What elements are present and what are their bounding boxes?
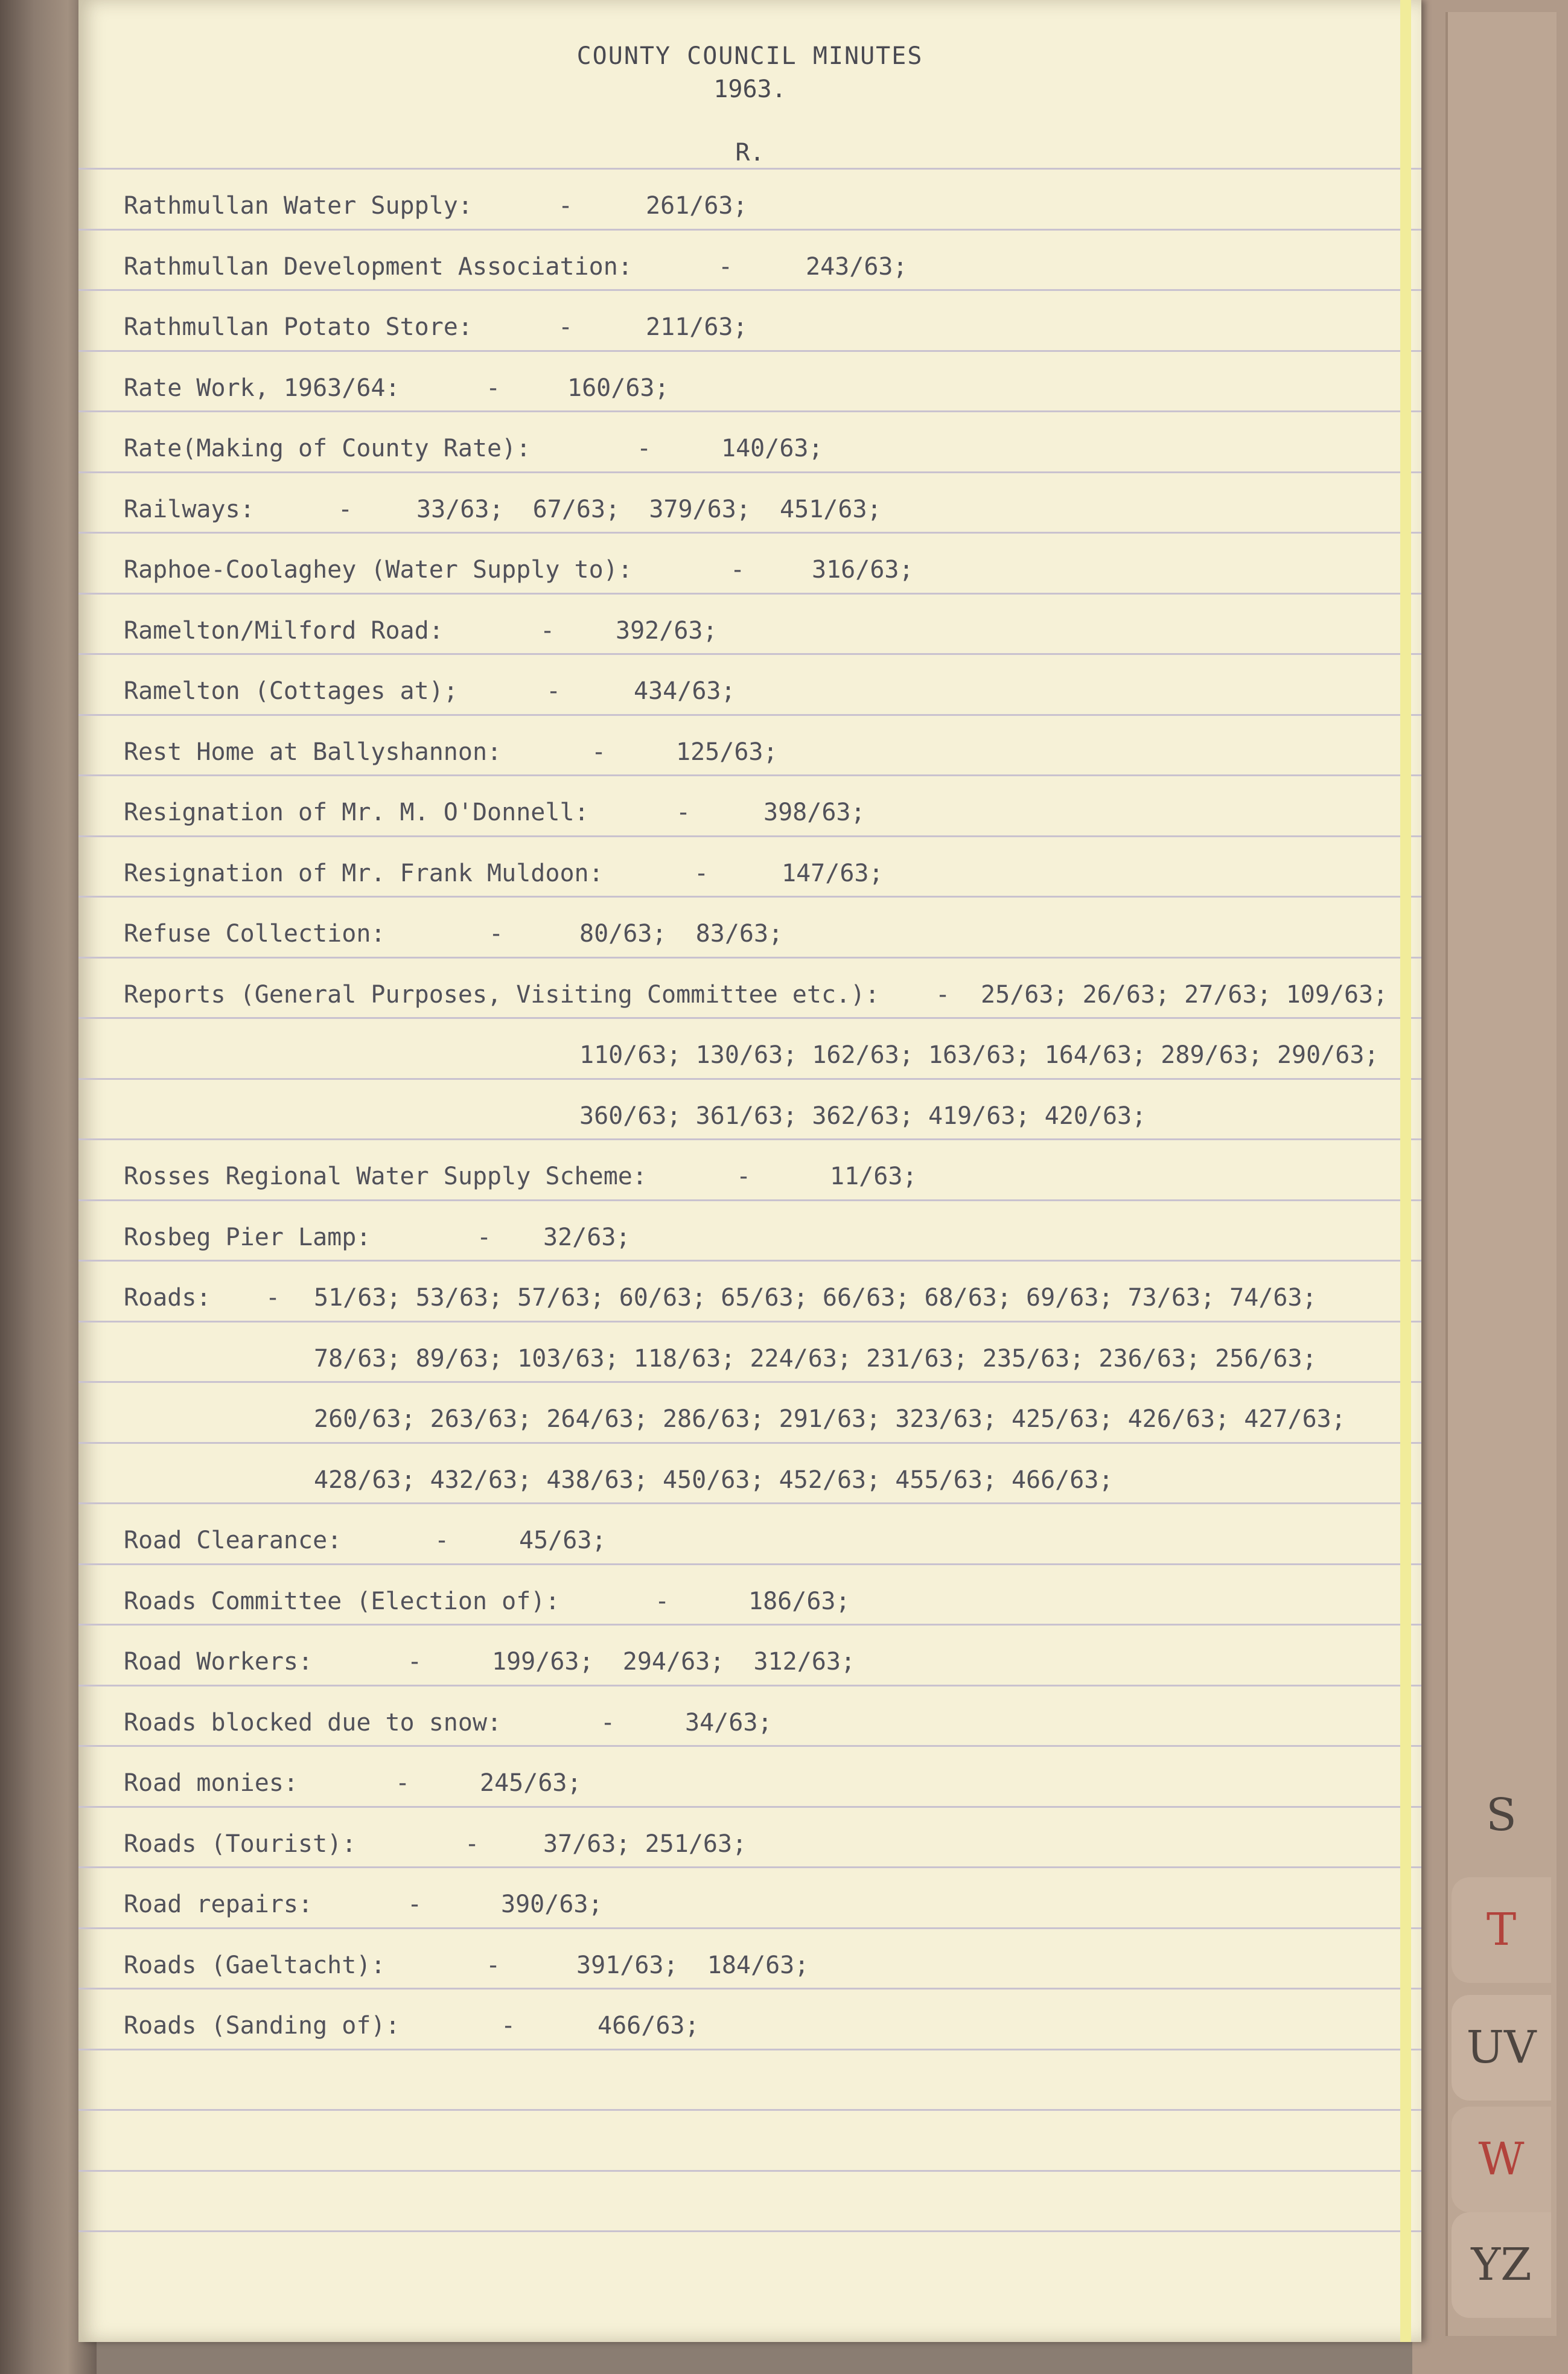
entry-dash: - <box>435 1527 450 1554</box>
ruled-line <box>78 957 1421 959</box>
entry-subject: Rathmullan Potato Store: <box>124 313 473 341</box>
page-title: COUNTY COUNCIL MINUTES <box>576 42 923 70</box>
index-letter: R. <box>735 139 765 167</box>
ruled-line <box>78 2230 1421 2232</box>
entry-subject: Roads Committee (Election of): <box>124 1587 560 1615</box>
ruled-line <box>78 1685 1421 1686</box>
entry-references: 80/63; 83/63; <box>579 920 783 948</box>
entry-subject: Ramelton (Cottages at); <box>124 677 458 705</box>
entry-references: 45/63; <box>519 1527 607 1554</box>
entry-references: 245/63; <box>480 1769 582 1797</box>
entry-subject: Resignation of Mr. M. O'Donnell: <box>124 799 589 826</box>
entry-subject: Road monies: <box>124 1769 298 1797</box>
entry-continuation: 360/63; 361/63; 362/63; 419/63; 420/63; <box>579 1102 1147 1130</box>
entry-references: 391/63; 184/63; <box>576 1951 809 1979</box>
index-tab-strip <box>1445 12 1557 2336</box>
entry-references: 125/63; <box>676 738 778 766</box>
entry-dash: - <box>465 1830 480 1858</box>
entry-references: 466/63; <box>598 2012 700 2040</box>
index-tab-yz[interactable]: YZ <box>1452 2212 1551 2318</box>
entry-dash: - <box>486 1951 501 1979</box>
entry-references: 32/63; <box>543 1223 631 1251</box>
entry-subject: Rest Home at Ballyshannon: <box>124 738 502 766</box>
entry-references: 434/63; <box>634 677 736 705</box>
entry-subject: Road repairs: <box>124 1891 313 1918</box>
entry-references: 243/63; <box>806 252 908 281</box>
entry-dash: - <box>601 1708 616 1737</box>
ruled-line <box>78 1806 1421 1808</box>
ruled-line <box>78 1381 1421 1383</box>
entry-references: 398/63; <box>763 799 865 826</box>
entry-dash: - <box>655 1587 670 1615</box>
entry-dash: - <box>546 677 561 705</box>
ledger-page <box>78 0 1421 2342</box>
index-tab-w[interactable]: W <box>1452 2107 1551 2212</box>
entry-dash: - <box>266 1284 281 1312</box>
entry-subject: Raphoe-Coolaghey (Water Supply to): <box>124 556 633 584</box>
ruled-line <box>78 289 1421 291</box>
ruled-line <box>78 1624 1421 1626</box>
entry-subject: Road Clearance: <box>124 1527 342 1554</box>
ruled-line <box>78 1442 1421 1444</box>
ruled-line <box>78 714 1421 716</box>
ruled-line <box>78 1927 1421 1929</box>
ruled-line <box>78 471 1421 473</box>
index-tab-s[interactable]: S <box>1452 1763 1551 1868</box>
entry-references: 51/63; 53/63; 57/63; 60/63; 65/63; 66/63; 68/63; 69/63; 73/63; 74/63; <box>314 1284 1317 1312</box>
entry-continuation: 260/63; 263/63; 264/63; 286/63; 291/63; 323/63; 425/63; 426/63; 427/63; <box>314 1405 1346 1433</box>
entry-dash: - <box>486 374 501 402</box>
entry-subject: Rathmullan Development Association: <box>124 252 633 281</box>
ruled-line <box>78 532 1421 534</box>
ruled-line <box>78 1745 1421 1747</box>
ruled-line <box>78 1017 1421 1019</box>
entry-dash: - <box>540 616 555 645</box>
entry-dash: - <box>591 738 607 766</box>
entry-references: 11/63; <box>830 1163 917 1190</box>
entry-dash: - <box>676 799 691 826</box>
entry-dash: - <box>730 556 745 584</box>
entry-references: 37/63; 251/63; <box>543 1830 747 1858</box>
entry-references: 160/63; <box>567 374 669 402</box>
entry-references: 25/63; 26/63; 27/63; 109/63; <box>981 980 1388 1009</box>
entry-dash: - <box>558 192 573 220</box>
ruled-line <box>78 1563 1421 1565</box>
entry-dash: - <box>477 1223 492 1251</box>
entry-dash: - <box>935 980 951 1009</box>
entry-subject: Resignation of Mr. Frank Muldoon: <box>124 859 604 887</box>
entry-references: 33/63; 67/63; 379/63; 451/63; <box>416 495 882 523</box>
entry-dash: - <box>558 313 573 341</box>
entry-subject: Ramelton/Milford Road: <box>124 616 444 645</box>
ruled-line <box>78 1502 1421 1504</box>
entry-references: 390/63; <box>501 1891 603 1918</box>
entry-subject: Rosses Regional Water Supply Scheme: <box>124 1163 647 1190</box>
entry-references: 140/63; <box>721 435 823 462</box>
entry-subject: Road Workers: <box>124 1648 313 1676</box>
entry-continuation: 110/63; 130/63; 162/63; 163/63; 164/63; 289/63; 290/63; <box>579 1041 1379 1069</box>
ruled-line <box>78 896 1421 898</box>
entry-dash: - <box>407 1648 422 1676</box>
entry-references: 147/63; <box>782 859 884 887</box>
entry-subject: Railways: <box>124 495 255 523</box>
ruled-line <box>78 1321 1421 1323</box>
ruled-line <box>78 653 1421 655</box>
ruled-line <box>78 2170 1421 2172</box>
entry-subject: Refuse Collection: <box>124 920 386 948</box>
ruled-line <box>78 410 1421 412</box>
index-tab-uv[interactable]: UV <box>1452 1995 1551 2101</box>
entry-subject: Reports (General Purposes, Visiting Committee etc.): <box>124 980 880 1009</box>
entry-references: 186/63; <box>748 1587 850 1615</box>
ruled-line <box>78 1078 1421 1080</box>
entry-subject: Roads: <box>124 1284 211 1312</box>
ruled-line <box>78 1988 1421 1990</box>
entry-subject: Roads (Gaeltacht): <box>124 1951 386 1979</box>
page-year: 1963. <box>713 75 786 103</box>
ruled-line <box>78 229 1421 231</box>
entry-dash: - <box>407 1891 422 1918</box>
entry-references: 261/63; <box>646 192 748 220</box>
ruled-line <box>78 774 1421 776</box>
entry-subject: Roads (Tourist): <box>124 1830 357 1858</box>
entry-references: 211/63; <box>646 313 748 341</box>
entry-references: 316/63; <box>812 556 914 584</box>
entry-subject: Rosbeg Pier Lamp: <box>124 1223 371 1251</box>
entry-references: 392/63; <box>616 616 718 645</box>
entry-dash: - <box>501 2012 516 2040</box>
entry-references: 199/63; 294/63; 312/63; <box>492 1648 856 1676</box>
entry-subject: Roads (Sanding of): <box>124 2012 400 2040</box>
ruled-line <box>78 2109 1421 2111</box>
entry-subject: Rate(Making of County Rate): <box>124 435 531 462</box>
ruled-line <box>78 168 1421 170</box>
entry-dash: - <box>736 1163 751 1190</box>
ruled-line <box>78 350 1421 352</box>
index-tab-t[interactable]: T <box>1452 1877 1551 1983</box>
ruled-line <box>78 1199 1421 1201</box>
ruled-line <box>78 593 1421 595</box>
entry-subject: Roads blocked due to snow: <box>124 1708 502 1737</box>
entry-references: 34/63; <box>685 1708 773 1737</box>
page-edge <box>1400 0 1411 2342</box>
ruled-line <box>78 2049 1421 2050</box>
ruled-line <box>78 835 1421 837</box>
entry-continuation: 78/63; 89/63; 103/63; 118/63; 224/63; 231/63; 235/63; 236/63; 256/63; <box>314 1344 1317 1373</box>
ruled-line <box>78 1866 1421 1868</box>
ruled-line <box>78 1138 1421 1140</box>
entry-dash: - <box>637 435 652 462</box>
entry-dash: - <box>395 1769 410 1797</box>
entry-subject: Rathmullan Water Supply: <box>124 192 473 220</box>
entry-dash: - <box>694 859 709 887</box>
entry-dash: - <box>489 920 504 948</box>
entry-subject: Rate Work, 1963/64: <box>124 374 400 402</box>
entry-dash: - <box>338 495 353 523</box>
entry-dash: - <box>718 252 733 281</box>
ruled-line <box>78 1260 1421 1262</box>
entry-continuation: 428/63; 432/63; 438/63; 450/63; 452/63; 455/63; 466/63; <box>314 1466 1114 1494</box>
